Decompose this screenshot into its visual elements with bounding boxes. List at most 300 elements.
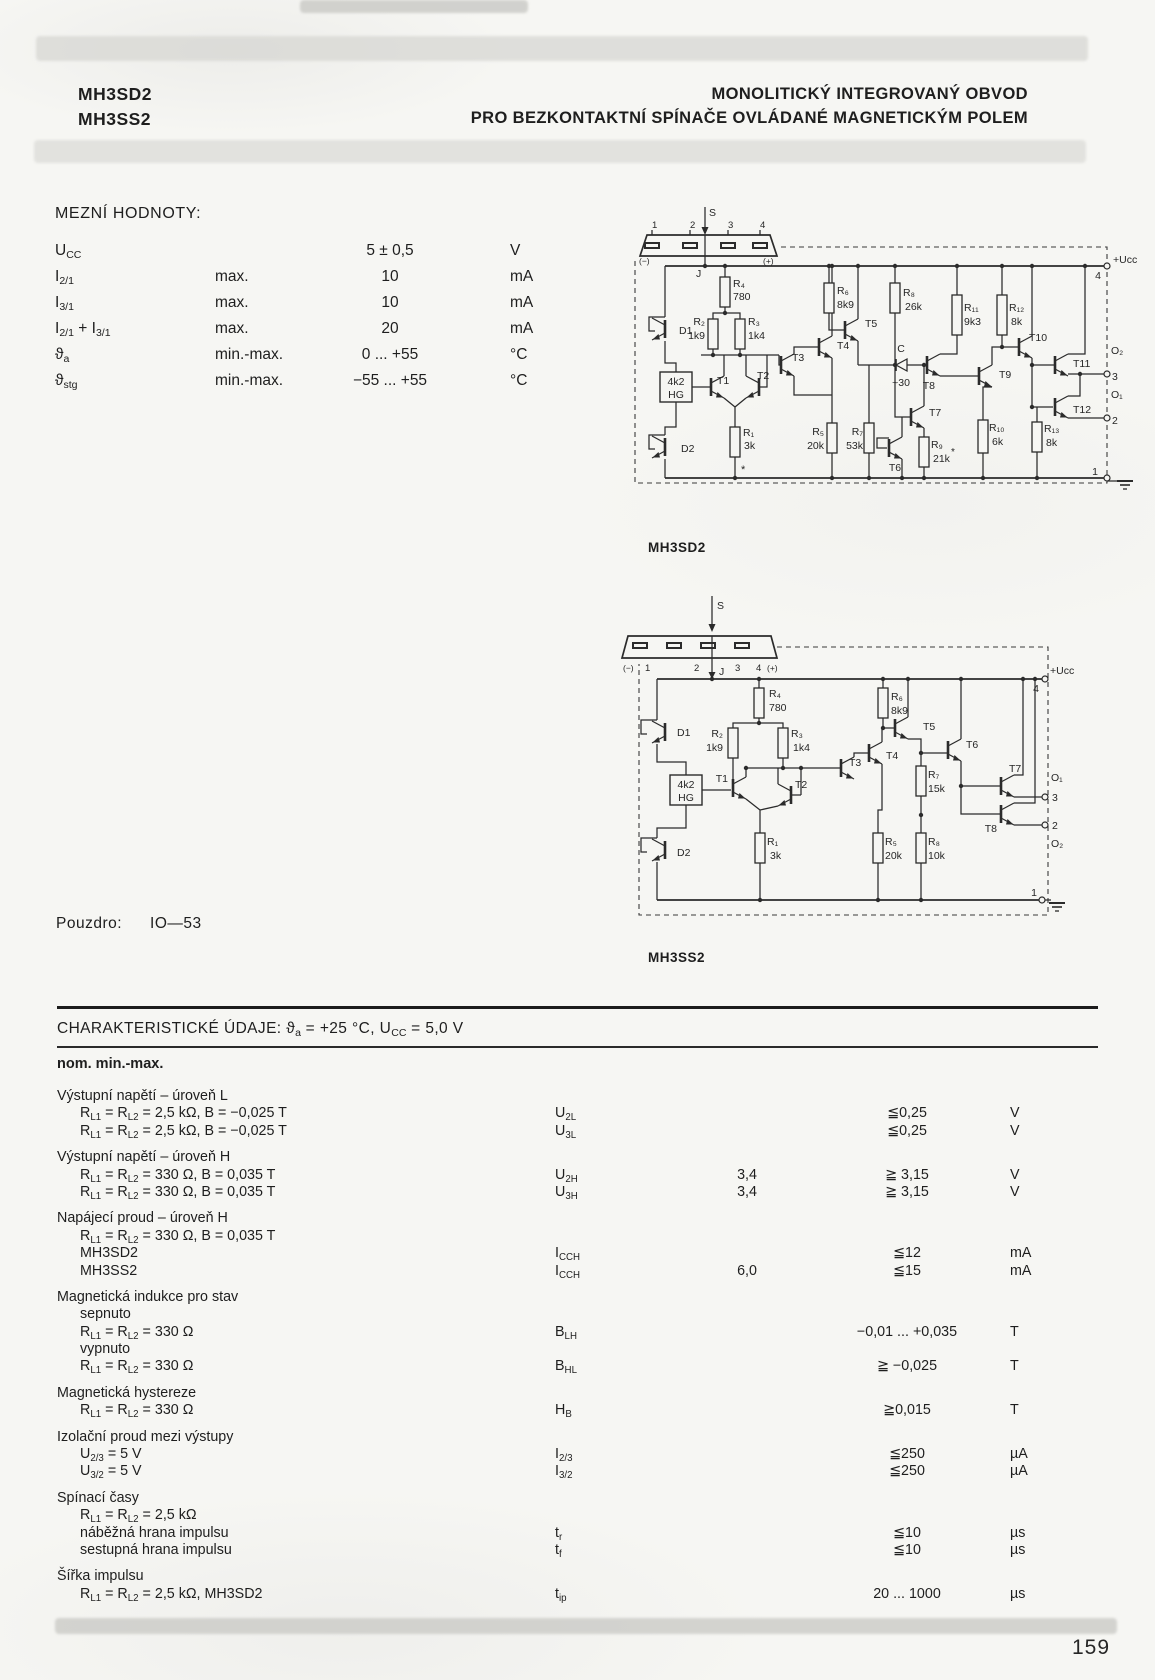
- minmax-value: ≧ 3,15: [885, 1183, 929, 1200]
- schematic-label: C: [897, 343, 905, 355]
- nominal-value: 3,4: [737, 1183, 757, 1200]
- schematic-label: 3k: [744, 440, 756, 452]
- parameter-symbol: $I_{CCH}$: [555, 1245, 581, 1264]
- schematic-label: O₂: [1111, 345, 1124, 357]
- limit-symbol: $I_{3/1}$: [55, 294, 74, 313]
- limits-rows: [55, 242, 600, 398]
- minmax-value: ≧ 3,15: [885, 1166, 929, 1183]
- unit: µs: [1010, 1541, 1026, 1558]
- nominal-value: 6,0: [737, 1262, 757, 1279]
- limit-value: −55 ... +55: [352, 372, 428, 389]
- pin-ucc: [1104, 263, 1110, 269]
- resistor-r9: [919, 437, 929, 467]
- unit: V: [1010, 1122, 1020, 1139]
- schematic-label: R₃: [748, 316, 760, 328]
- parameter-symbol: $t_{ip}$: [555, 1585, 567, 1604]
- schematic-label: 6k: [992, 436, 1004, 448]
- unit: T: [1010, 1402, 1019, 1419]
- ground-icon: [1049, 903, 1065, 911]
- column-minmax: min.-max.: [95, 1056, 164, 1072]
- parameter-symbol: $I_{2/3}$: [555, 1446, 573, 1465]
- limit-values-table: [55, 205, 600, 398]
- resistor-r10: [978, 420, 988, 453]
- parameter-text: $R_{L1} = R_{L2} = 330$ Ω: [80, 1323, 194, 1342]
- characteristics-line: [57, 1385, 1098, 1402]
- schematic-label: R₁: [767, 836, 779, 848]
- schematic-label: 2: [690, 220, 696, 231]
- schematic-label: R₁₃: [1044, 423, 1060, 435]
- schematic-label: (−): [623, 663, 634, 673]
- minmax-value: ≦15: [893, 1262, 921, 1279]
- schematic-label: R₅: [885, 836, 897, 848]
- schematic-label: R₄: [769, 688, 781, 700]
- schematic-label: 8k9: [891, 705, 908, 717]
- schematic-label: 1k9: [688, 330, 705, 342]
- characteristics-line: [57, 1263, 1098, 1280]
- transistor-d2: [652, 436, 665, 458]
- schematic-label: T8: [984, 823, 997, 835]
- minmax-value: ≦12: [893, 1245, 921, 1262]
- parameter-text: MH3SD2: [80, 1245, 138, 1262]
- schematic-label: T4: [837, 340, 850, 352]
- schematic-label: R₉: [931, 439, 943, 451]
- parameter-symbol: $t_r$: [555, 1524, 563, 1543]
- parameter-text: Napájecí proud – úroveň H: [57, 1210, 228, 1227]
- limit-unit: mA: [510, 320, 534, 337]
- schematic-label: T11: [1073, 358, 1091, 370]
- transistor-t8: [1001, 803, 1014, 825]
- parameter-symbol: $U_{2H}$: [555, 1166, 578, 1185]
- limit-unit: °C: [510, 372, 528, 389]
- schematic-label: 15k: [928, 783, 945, 795]
- transistor-t2: [778, 784, 791, 806]
- schematic-label: O₁: [1111, 389, 1123, 401]
- limit-symbol: $I_{2/1} + I_{3/1}$: [55, 320, 111, 339]
- parameter-text: sestupná hrana impulsu: [80, 1541, 232, 1558]
- characteristics-line: [57, 1245, 1098, 1262]
- package-symbol: [622, 636, 777, 658]
- resistor-r1: [755, 833, 765, 863]
- characteristics-line: [57, 1123, 1098, 1140]
- transistor-t5: [895, 717, 908, 739]
- schematic-label: HG: [678, 792, 694, 804]
- schematic-label: T1: [717, 375, 730, 387]
- schematic-label: R₆: [891, 691, 903, 703]
- transistor-t11: [1055, 354, 1068, 376]
- scan-band-header-bottom: [34, 140, 1086, 163]
- schematic-label: 2: [1052, 820, 1058, 832]
- unit: V: [1010, 1105, 1020, 1122]
- parameter-text: $R_{L1} = R_{L2} = 330$ Ω: [80, 1402, 194, 1421]
- parameter-text: Šířka impulsu: [57, 1568, 144, 1585]
- unit: V: [1010, 1183, 1020, 1200]
- characteristics-line: [57, 1525, 1098, 1542]
- schematic-label: T6: [966, 739, 979, 751]
- transistor-t1: [733, 777, 746, 799]
- schematic-label: HG: [668, 389, 684, 401]
- schematic-label: 1: [652, 220, 658, 231]
- title-line-1: MONOLITICKÝ INTEGROVANÝ OBVOD: [711, 85, 1028, 103]
- schematic-label: 780: [733, 291, 751, 303]
- minmax-value: −0,01 ... +0,035: [856, 1323, 958, 1340]
- schematic-label: T3: [792, 352, 805, 364]
- resistor-r13: [1032, 422, 1042, 452]
- limit-value: 0 ... +55: [361, 346, 419, 363]
- minmax-value: 20 ... 1000: [873, 1585, 941, 1602]
- schematic-label: R₂: [711, 728, 723, 740]
- schematic-label: T2: [795, 779, 808, 791]
- resistor-r5: [827, 423, 837, 453]
- pin-ground: [1104, 475, 1110, 481]
- limit-value: 10: [381, 268, 399, 285]
- schematic-label: T9: [999, 369, 1012, 381]
- minmax-value: ≦0,25: [887, 1105, 927, 1122]
- parameter-text: $R_{L1} = R_{L2} = 2,5$ kΩ, MH3SD2: [80, 1585, 263, 1604]
- unit: µs: [1010, 1585, 1026, 1602]
- schematic-label: 4: [1033, 683, 1039, 695]
- limits-row: [55, 242, 600, 268]
- schematic-label: R₄: [733, 278, 745, 290]
- characteristics-line: [57, 1105, 1098, 1122]
- schematic-label: 3: [1052, 792, 1058, 804]
- resistor-r6: [878, 688, 888, 718]
- schematic-label: +Ucc: [1050, 665, 1075, 677]
- schematic-label: O₂: [1051, 838, 1064, 850]
- transistor-d2: [652, 839, 665, 861]
- characteristics-table: [57, 1079, 1098, 1603]
- schematic-label: R₂: [693, 316, 705, 328]
- characteristics-line: [57, 1210, 1098, 1227]
- parameter-text: MH3SS2: [80, 1262, 138, 1279]
- resistor-r4: [720, 277, 730, 307]
- diode-c: [896, 359, 907, 371]
- pin-ground: [1039, 897, 1045, 903]
- schematic-label: T5: [865, 318, 878, 330]
- transistor-d1: [652, 721, 665, 743]
- parameter-symbol: $t_f$: [555, 1541, 562, 1560]
- resistor-r2: [708, 319, 718, 349]
- limit-unit: mA: [510, 268, 534, 285]
- schematic-label: 26k: [905, 301, 922, 313]
- resistor-r3: [778, 728, 788, 758]
- document-title: [330, 82, 1028, 130]
- ground-icon: [1117, 481, 1133, 489]
- characteristics-line: [57, 1507, 1098, 1524]
- title-line-2: PRO BEZKONTAKTNÍ SPÍNAČE OVLÁDANÉ MAGNETICKÝM POLEM: [470, 109, 1028, 127]
- parameter-text: náběžná hrana impulsu: [80, 1524, 229, 1541]
- characteristics-line: [57, 1490, 1098, 1507]
- parameter-text: vypnuto: [80, 1341, 131, 1358]
- limit-symbol: $ϑ_a$: [55, 346, 70, 365]
- resistor-r8: [890, 283, 900, 313]
- characteristics-line: [57, 1568, 1098, 1585]
- schematic-label: *: [951, 447, 955, 458]
- schematic-label: T7: [1009, 763, 1022, 775]
- schematic-label: 1: [645, 663, 651, 674]
- resistor-r3: [735, 319, 745, 349]
- schematic-label: 4k2: [667, 376, 685, 388]
- characteristics-column-headers: [57, 1056, 1098, 1072]
- column-nom: nom.: [57, 1056, 92, 1072]
- resistor-r8: [916, 833, 926, 863]
- limit-symbol: $ϑ_{stg}$: [55, 372, 78, 391]
- divider-rule-top: [57, 1006, 1098, 1009]
- parameter-symbol: $B_{LH}$: [555, 1323, 577, 1342]
- transistor-t6: [889, 437, 902, 459]
- schematic-label: J: [719, 666, 725, 678]
- part-numbers: [78, 82, 152, 132]
- parameter-text: $R_{L1} = R_{L2} = 2,5$ kΩ: [80, 1507, 197, 1526]
- schematic-label: T10: [1029, 332, 1048, 344]
- resistor-r11: [952, 295, 962, 335]
- schematic-label: 4: [1095, 270, 1101, 282]
- parameter-symbol: $H_B$: [555, 1402, 572, 1421]
- schematic-label: T2: [757, 370, 770, 382]
- characteristics-title: CHARAKTERISTICKÉ ÚDAJE: $ϑ_a = +25$ °C, $U_{CC} = 5,0$ V: [57, 1020, 464, 1039]
- pin-output-2: [1042, 822, 1048, 828]
- parameter-symbol: $B_{HL}$: [555, 1358, 577, 1377]
- limits-row: [55, 372, 600, 398]
- resistor-r6: [824, 283, 834, 313]
- limit-unit: °C: [510, 346, 528, 363]
- parameter-text: $R_{L1} = R_{L2} = 330$ Ω, B = 0,035 T: [80, 1227, 276, 1246]
- characteristics-line: [57, 1463, 1098, 1480]
- schematic-label: R₆: [837, 285, 849, 297]
- schematic-label: 1k4: [748, 330, 765, 342]
- schematic-label: R₃: [791, 728, 803, 740]
- limits-row: [55, 320, 600, 346]
- mh3ss2-schematic: [595, 570, 1140, 925]
- schematic-label: +Ucc: [1113, 254, 1138, 266]
- transistor-t9: [979, 365, 992, 387]
- schematic-label: D1: [679, 325, 693, 337]
- schematic-label: D1: [677, 727, 691, 739]
- parameter-text: $U_{2/3} = 5$ V: [80, 1446, 142, 1465]
- schematic-label: R₁₀: [989, 422, 1005, 434]
- schematic-label: 3: [1112, 371, 1118, 383]
- resistor-r2: [728, 728, 738, 758]
- characteristics-line: [57, 1402, 1098, 1419]
- transistor-t4: [869, 742, 882, 764]
- schematic-label: (−): [639, 256, 650, 266]
- schematic-label: T3: [849, 757, 862, 769]
- limit-symbol: $U_{CC}$: [55, 242, 82, 261]
- unit: µs: [1010, 1524, 1026, 1541]
- characteristics-line: [57, 1446, 1098, 1463]
- parameter-text: sepnuto: [80, 1306, 131, 1323]
- transistor-t4: [819, 336, 832, 358]
- schematic-label: 8k: [1011, 316, 1023, 328]
- schematic-label: T7: [929, 407, 942, 419]
- resistor-r7: [916, 766, 926, 796]
- minmax-value: ≦10: [893, 1524, 921, 1541]
- unit: µA: [1010, 1463, 1028, 1480]
- minmax-value: ≦250: [889, 1446, 925, 1463]
- schematic-label: O₁: [1051, 772, 1063, 784]
- unit: V: [1010, 1166, 1020, 1183]
- scan-smudge-top: [300, 0, 528, 13]
- schematic-label: 8k: [1046, 437, 1058, 449]
- schematic-label: T5: [923, 721, 936, 733]
- schematic-label: S: [717, 600, 725, 612]
- parameter-text: Izolační proud mezi výstupy: [57, 1428, 234, 1445]
- schematic-label: 3: [728, 220, 734, 231]
- schematic-label: 3k: [770, 850, 782, 862]
- resistor-r12: [997, 295, 1007, 335]
- schematic-label: 4: [760, 220, 766, 231]
- parameter-text: $R_{L1} = R_{L2} = 2,5$ kΩ, B = −0,025 T: [80, 1122, 287, 1141]
- unit: µA: [1010, 1446, 1028, 1463]
- schematic-label: 780: [769, 702, 787, 714]
- limits-row: [55, 294, 600, 320]
- schematic-label: R₅: [812, 426, 824, 438]
- schematic-label: 2: [1112, 415, 1118, 427]
- transistor-t6: [948, 739, 961, 761]
- schematic-label: 1k4: [793, 742, 810, 754]
- unit: mA: [1010, 1245, 1032, 1262]
- page-number: 159: [1072, 1636, 1111, 1659]
- characteristics-line: [57, 1289, 1098, 1306]
- schematic-label: T4: [886, 750, 899, 762]
- parameter-text: Výstupní napětí – úroveň L: [57, 1088, 228, 1104]
- parameter-text: Spínací časy: [57, 1489, 139, 1506]
- characteristics-line: [57, 1324, 1098, 1341]
- parameter-text: $R_{L1} = R_{L2} = 330$ Ω, B = 0,035 T: [80, 1166, 276, 1185]
- parameter-symbol: $U_{3L}$: [555, 1122, 577, 1141]
- minmax-value: ≦250: [889, 1463, 925, 1480]
- scan-band-bottom: [55, 1618, 1117, 1634]
- transistor-t12: [1055, 396, 1068, 418]
- characteristics-line: [57, 1586, 1098, 1603]
- characteristics-line: [57, 1184, 1098, 1201]
- characteristics-line: [57, 1228, 1098, 1245]
- characteristics-line: [57, 1167, 1098, 1184]
- pin-output-3: [1104, 371, 1110, 377]
- divider-rule-bottom: [57, 1046, 1098, 1048]
- characteristics-line: [57, 1306, 1098, 1323]
- part-number-2: MH3SS2: [78, 109, 152, 129]
- schematic-label: 9k3: [964, 316, 981, 328]
- schematic-label: R₁₂: [1009, 302, 1025, 314]
- resistor-r7: [864, 423, 874, 453]
- characteristics-line: [57, 1429, 1098, 1446]
- schematic-label: R₁₁: [964, 302, 979, 314]
- schematic-label: 2: [694, 663, 700, 674]
- schematic-label: 1: [1031, 887, 1037, 899]
- characteristics-line: [57, 1149, 1098, 1166]
- mh3sd2-schematic: [595, 195, 1140, 505]
- limit-value: 10: [381, 294, 399, 311]
- limits-title: MEZNÍ HODNOTY:: [55, 205, 202, 222]
- transistor-t7: [1001, 775, 1014, 797]
- unit: T: [1010, 1323, 1019, 1340]
- parameter-text: Magnetická indukce pro stav: [57, 1288, 239, 1305]
- parameter-text: $R_{L1} = R_{L2} = 2,5$ kΩ, B = −0,025 T: [80, 1105, 287, 1124]
- magnetic-field-arrow: [702, 207, 709, 266]
- minmax-value: ≧0,015: [883, 1402, 931, 1419]
- limit-value: 20: [381, 320, 399, 337]
- package-symbol: [640, 230, 777, 256]
- parameter-symbol: $U_{2L}$: [555, 1105, 577, 1124]
- resistor-r5: [873, 833, 883, 863]
- parameter-text: $U_{3/2} = 5$ V: [80, 1463, 142, 1482]
- resistor-r4: [754, 688, 764, 718]
- minmax-value: ≦0,25: [887, 1122, 927, 1139]
- characteristics-line: [57, 1088, 1098, 1105]
- parameter-text: Magnetická hystereze: [57, 1384, 197, 1401]
- schematic-label: 4: [756, 663, 762, 674]
- schematic-label: R₁: [743, 427, 755, 439]
- minmax-value: ≧ −0,025: [876, 1358, 938, 1375]
- pin-output-2: [1104, 415, 1110, 421]
- minmax-value: ≦10: [893, 1541, 921, 1558]
- characteristics-line: [57, 1542, 1098, 1559]
- transistor-t8: [927, 354, 940, 376]
- characteristics-line: [57, 1341, 1098, 1358]
- pin-ucc: [1042, 676, 1048, 682]
- limit-unit: mA: [510, 294, 534, 311]
- limit-symbol: $I_{2/1}$: [55, 268, 74, 287]
- schematic-label: *: [741, 464, 746, 476]
- scan-band-header-top: [36, 36, 1088, 61]
- limit-unit: V: [510, 242, 521, 259]
- limit-condition: min.-max.: [215, 346, 284, 363]
- pin-output-3: [1042, 794, 1048, 800]
- schematic-label: ~30: [892, 377, 910, 389]
- unit: mA: [1010, 1262, 1032, 1279]
- schematic-label: 4k2: [677, 779, 695, 791]
- schematic-label: S: [709, 207, 717, 219]
- schematic-label: 20k: [885, 850, 902, 862]
- schematic-label: D2: [681, 443, 695, 455]
- parameter-symbol: $I_{CCH}$: [555, 1262, 581, 1281]
- package-note: [56, 915, 202, 933]
- schematic-label: T6: [888, 462, 902, 474]
- part-number-1: MH3SD2: [78, 84, 152, 104]
- schematic-label: T8: [922, 380, 935, 392]
- limit-value: 5 ± 0,5: [366, 242, 414, 259]
- schematic2-caption: MH3SS2: [648, 950, 706, 965]
- schematic-label: R₈: [928, 836, 940, 848]
- nominal-value: 3,4: [737, 1166, 757, 1183]
- schematic-label: D2: [677, 847, 691, 859]
- resistor-r1: [730, 427, 740, 457]
- schematic-label: 20k: [807, 440, 824, 452]
- parameter-symbol: $U_{3H}$: [555, 1183, 578, 1202]
- schematic-label: R₈: [903, 287, 915, 299]
- schematic-label: 1k9: [706, 742, 723, 754]
- schematic-label: 3: [735, 663, 741, 674]
- limit-condition: min.-max.: [215, 372, 284, 389]
- limits-row: [55, 268, 600, 294]
- schematic-label: T1: [715, 773, 728, 785]
- parameter-symbol: $I_{3/2}$: [555, 1463, 573, 1482]
- schematic-label: 21k: [933, 453, 950, 465]
- unit: T: [1010, 1358, 1019, 1375]
- schematic-label: R₇: [851, 426, 863, 438]
- schematic-label: 8k9: [837, 299, 854, 311]
- schematic-label: (+): [763, 256, 774, 266]
- limits-row: [55, 346, 600, 372]
- schematic-label: (+): [767, 663, 778, 673]
- current-arrow-j: [709, 658, 716, 679]
- parameter-text: Výstupní napětí – úroveň H: [57, 1149, 231, 1166]
- schematic-label: 1: [1092, 466, 1098, 478]
- parameter-text: $R_{L1} = R_{L2} = 330$ Ω: [80, 1358, 194, 1377]
- schematic1-caption: MH3SD2: [648, 540, 706, 555]
- limit-condition: max.: [215, 294, 249, 311]
- transistor-t5: [845, 319, 858, 341]
